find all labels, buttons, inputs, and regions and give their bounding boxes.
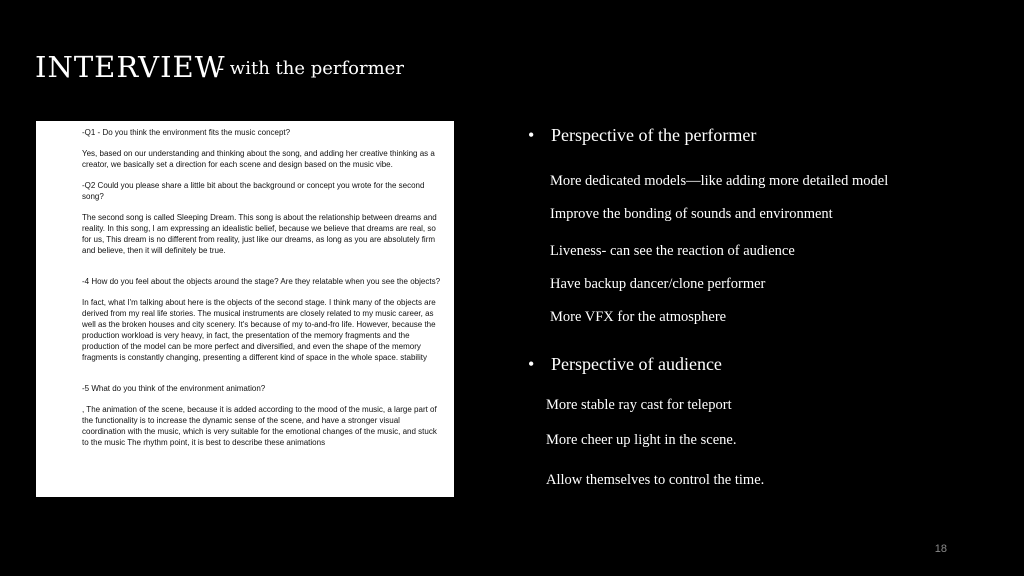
performer-item: Improve the bonding of sounds and environment bbox=[550, 206, 833, 222]
performer-item: Have backup dancer/clone performer bbox=[550, 276, 766, 292]
doc-answer-2: The second song is called Sleeping Dream. This song is about the relationship between dreams and reality. In this song, I am expressing an idealistic belief, because we believe that dreams are real, so for us, This dream is no different from reality, just like our dreams, as long as you are absolutely firm and believe, then it will definitely be true. bbox=[82, 213, 437, 255]
doc-question-4: -4 How do you feel about the objects around the stage? Are they relatable when you see the objects? bbox=[82, 277, 441, 286]
doc-answer-1: Yes, based on our understanding and thinking about the song, and adding her creative thinking as a creator, we basically set a direction for each scene and design based on the music vibe. bbox=[82, 149, 435, 169]
audience-item: More cheer up light in the scene. bbox=[546, 432, 737, 448]
interview-document-image bbox=[36, 121, 454, 497]
audience-item: More stable ray cast for teleport bbox=[546, 397, 732, 413]
doc-question-2: -Q2 Could you please share a little bit about the background or concept you wrote for the second song? bbox=[82, 181, 425, 201]
slide-subtitle: - with the performer bbox=[218, 58, 404, 79]
slide-title: INTERVIEW bbox=[35, 50, 226, 84]
audience-item: Allow themselves to control the time. bbox=[546, 472, 765, 488]
page-number: 18 bbox=[934, 543, 947, 555]
bullet-audience: • bbox=[528, 354, 535, 374]
performer-item: More VFX for the atmosphere bbox=[550, 309, 727, 325]
heading-audience: Perspective of audience bbox=[551, 354, 722, 374]
heading-performer: Perspective of the performer bbox=[551, 125, 757, 145]
performer-item: More dedicated models—like adding more detailed model bbox=[550, 173, 889, 189]
bullet-performer: • bbox=[528, 125, 535, 145]
doc-question-5: -5 What do you think of the environment animation? bbox=[82, 384, 266, 393]
performer-item: Liveness- can see the reaction of audience bbox=[550, 243, 795, 259]
doc-answer-5: , The animation of the scene, because it is added according to the mood of the music, a large part of the functionality is to increase the dynamic sense of the scene, and have a stronger visual coordination with the music, which is very suitable for the emotional changes of the music, and stuck to the music The rhythm point, it is best to describe these animations bbox=[82, 405, 437, 447]
doc-answer-4: In fact, what I'm talking about here is the objects of the second stage. I think many of the objects are derived from my real life stories. The musical instruments are closely related to my music career, as well as the broken houses and city scenery. It's because of my to-and-fro life. However, because the production workload is very heavy, in fact, the presentation of the memory fragments and the production of the model can be more perfect and diversified, and even the shape of the memory fragments is constantly changing, presenting a different kind of space in the whole space. stability bbox=[82, 298, 436, 362]
doc-question-1: -Q1 - Do you think the environment fits the music concept? bbox=[82, 128, 291, 137]
